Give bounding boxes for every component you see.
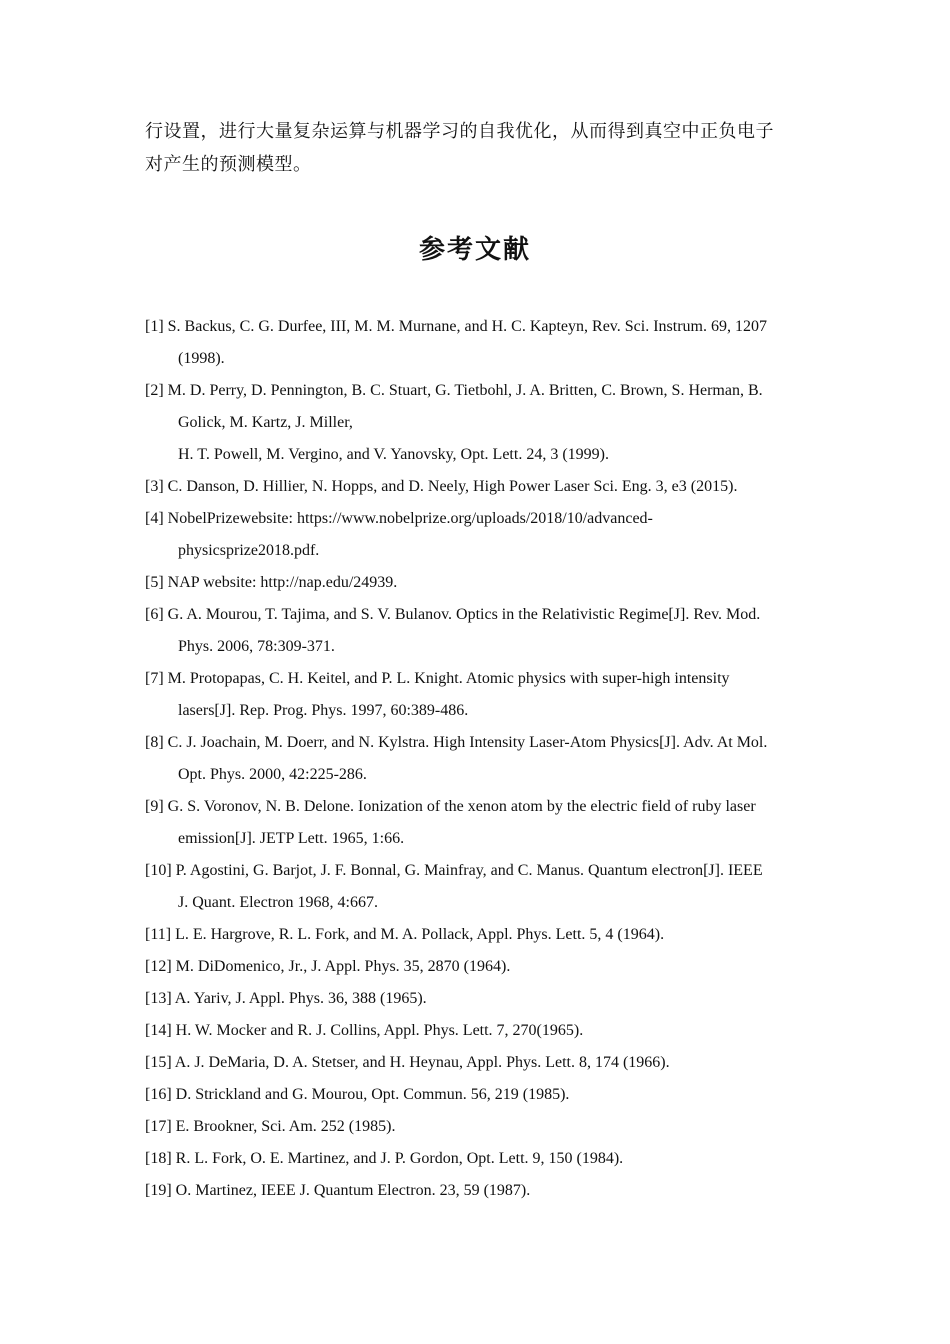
reference-line: [18] R. L. Fork, O. E. Martinez, and J. P. Gordon, Opt. Lett. 9, 150 (1984). [145, 1150, 624, 1167]
reference-item [145, 1079, 805, 1111]
references-heading: 参考文献 [418, 235, 531, 265]
reference-continuation-line: (1998). [178, 350, 225, 367]
reference-line: [12] M. DiDomenico, Jr., J. Appl. Phys. 35, 2870 (1964). [145, 958, 511, 975]
reference-line: [5] NAP website: http://nap.edu/24939. [145, 574, 398, 591]
reference-item [145, 1015, 805, 1047]
reference-continuation-line: emission[J]. JETP Lett. 1965, 1:66. [178, 830, 405, 847]
reference-line: [14] H. W. Mocker and R. J. Collins, Appl. Phys. Lett. 7, 270(1965). [145, 1022, 584, 1039]
reference-line: [10] P. Agostini, G. Barjot, J. F. Bonnal, G. Mainfray, and C. Manus. Quantum electron[J]. IEEE [145, 862, 763, 879]
reference-continuation-line: Phys. 2006, 78:309-371. [178, 638, 335, 655]
reference-continuation-line: Golick, M. Kartz, J. Miller, [178, 414, 353, 431]
intro-line: 对产生的预测模型。 [145, 154, 312, 175]
reference-line: [15] A. J. DeMaria, D. A. Stetser, and H. Heynau, Appl. Phys. Lett. 8, 174 (1966). [145, 1054, 670, 1071]
reference-line: [2] M. D. Perry, D. Pennington, B. C. Stuart, G. Tietbohl, J. A. Britten, C. Brown, S. Herman, B. [145, 382, 763, 399]
reference-line: [1] S. Backus, C. G. Durfee, III, M. M. Murnane, and H. C. Kapteyn, Rev. Sci. Instrum. 69, 1207 [145, 318, 767, 335]
reference-continuation-line: H. T. Powell, M. Vergino, and V. Yanovsky, Opt. Lett. 24, 3 (1999). [178, 446, 609, 463]
references-list [145, 311, 805, 1207]
reference-continuation-line: physicsprize2018.pdf. [178, 542, 320, 559]
reference-item [145, 471, 805, 503]
reference-item [145, 311, 805, 375]
reference-line: [8] C. J. Joachain, M. Doerr, and N. Kylstra. High Intensity Laser-Atom Physics[J]. Adv. At Mol. [145, 734, 768, 751]
intro-paragraph [145, 115, 805, 181]
reference-item [145, 503, 805, 567]
reference-item [145, 855, 805, 919]
reference-item [145, 1111, 805, 1143]
reference-line: [17] E. Brookner, Sci. Am. 252 (1985). [145, 1118, 396, 1135]
reference-continuation-line: lasers[J]. Rep. Prog. Phys. 1997, 60:389-486. [178, 702, 469, 719]
reference-item [145, 983, 805, 1015]
reference-item [145, 727, 805, 791]
reference-item [145, 1175, 805, 1207]
reference-line: [19] O. Martinez, IEEE J. Quantum Electron. 23, 59 (1987). [145, 1182, 531, 1199]
intro-line: 行设置，进行大量复杂运算与机器学习的自我优化，从而得到真空中正负电子 [145, 121, 774, 142]
reference-continuation-line: Opt. Phys. 2000, 42:225-286. [178, 766, 367, 783]
reference-line: [11] L. E. Hargrove, R. L. Fork, and M. A. Pollack, Appl. Phys. Lett. 5, 4 (1964). [145, 926, 665, 943]
reference-item [145, 919, 805, 951]
reference-line: [3] C. Danson, D. Hillier, N. Hopps, and D. Neely, High Power Laser Sci. Eng. 3, e3 (2015). [145, 478, 738, 495]
reference-line: [9] G. S. Voronov, N. B. Delone. Ionization of the xenon atom by the electric field of ruby laser [145, 798, 756, 815]
reference-item [145, 375, 805, 471]
reference-item [145, 567, 805, 599]
reference-item [145, 1047, 805, 1079]
reference-item [145, 599, 805, 663]
reference-line: [4] NobelPrizewebsite: https://www.nobelprize.org/uploads/2018/10/advanced- [145, 510, 653, 527]
reference-item [145, 791, 805, 855]
reference-line: [13] A. Yariv, J. Appl. Phys. 36, 388 (1965). [145, 990, 427, 1007]
reference-line: [6] G. A. Mourou, T. Tajima, and S. V. Bulanov. Optics in the Relativistic Regime[J]. Rev. Mod. [145, 606, 761, 623]
reference-item [145, 663, 805, 727]
reference-item [145, 951, 805, 983]
reference-line: [16] D. Strickland and G. Mourou, Opt. Commun. 56, 219 (1985). [145, 1086, 570, 1103]
reference-line: [7] M. Protopapas, C. H. Keitel, and P. L. Knight. Atomic physics with super-high intensity [145, 670, 730, 687]
reference-item [145, 1143, 805, 1175]
reference-continuation-line: J. Quant. Electron 1968, 4:667. [178, 894, 378, 911]
